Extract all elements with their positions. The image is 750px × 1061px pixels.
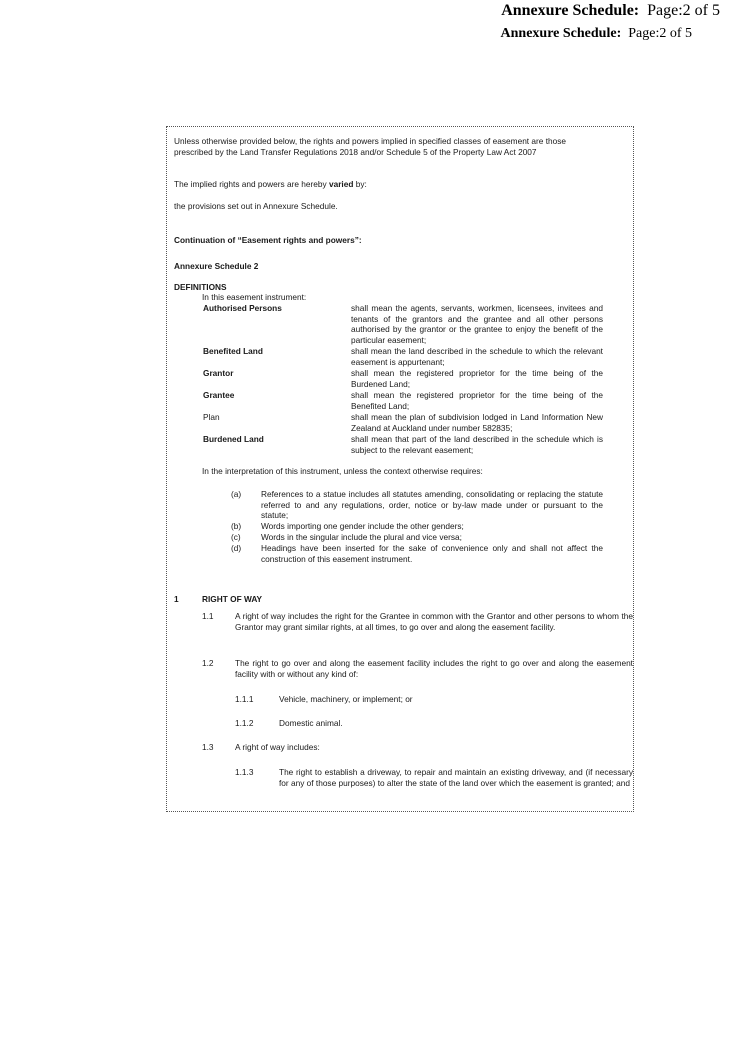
- clause-number: 1.2: [202, 658, 214, 668]
- definition-term: Authorised Persons: [203, 303, 282, 313]
- clause-text: Words importing one gender include the other genders;: [261, 521, 464, 531]
- subclause-text: Vehicle, machinery, or implement; or: [279, 694, 413, 704]
- definition-meaning: shall mean the plan of subdivision lodged in Land Information New Zealand at Auckland under number 582835;: [351, 412, 603, 433]
- page-indicator: Page:2 of 5: [628, 26, 692, 41]
- clause-label: (d): [231, 543, 242, 553]
- subclause-number: 1.1.3: [235, 767, 254, 777]
- clause-text: A right of way includes the right for the Grantee in common with the Grantor and other persons to whom the Grantor may grant similar rights, at all times, to go over and along the easement facility.: [235, 611, 633, 632]
- clause-number: 1.1: [202, 611, 214, 621]
- clause-label: (a): [231, 489, 242, 499]
- definitions-intro: In this easement instrument:: [202, 292, 307, 302]
- annexure-heading: Annexure Schedule 2: [174, 261, 259, 271]
- definition-meaning: shall mean the registered proprietor for the time being of the Burdened Land;: [351, 368, 603, 389]
- provisions-text: the provisions set out in Annexure Schedule.: [174, 201, 338, 211]
- intro-line-1: Unless otherwise provided below, the rights and powers implied in specified classes of easement are those: [174, 136, 567, 146]
- document-frame: [166, 126, 634, 812]
- annexure-label: Annexure Schedule:: [501, 2, 640, 19]
- clause-label: (b): [231, 521, 242, 531]
- section-number: 1: [174, 594, 179, 604]
- clause-number: 1.3: [202, 742, 214, 752]
- definition-term: Burdened Land: [203, 434, 264, 444]
- definition-meaning: shall mean the registered proprietor for the time being of the Benefited Land;: [351, 390, 603, 411]
- section-heading: RIGHT OF WAY: [202, 594, 263, 604]
- varied-text: The implied rights and powers are hereby: [174, 179, 327, 189]
- varied-suffix: by:: [355, 179, 367, 189]
- page-header-primary: [501, 2, 720, 20]
- definition-meaning: shall mean the land described in the schedule to which the relevant easement is appurtenant;: [351, 346, 603, 367]
- definition-meaning: shall mean that part of the land described in the schedule which is subject to the relevant easement;: [351, 434, 603, 455]
- clause-text: References to a statue includes all statutes amending, consolidating or replacing the statute referred to and any regulations, order, notice or by-law made under or pursuant to the statute;: [261, 489, 603, 521]
- clause-label: (c): [231, 532, 241, 542]
- definitions-heading: DEFINITIONS: [174, 282, 227, 292]
- subclause-number: 1.1.2: [235, 718, 254, 728]
- definition-term: Grantor: [203, 368, 234, 378]
- subclause-text: The right to establish a driveway, to repair and maintain an existing driveway, and (if necessary for any of those purposes) to alter the state of the land over which the easement is granted; and: [279, 767, 633, 788]
- intro-line-2: prescribed by the Land Transfer Regulations 2018 and/or Schedule 5 of the Property Law Act 2007: [174, 147, 537, 157]
- varied-statement: [174, 179, 367, 190]
- page-indicator: Page:2 of 5: [647, 2, 720, 19]
- subclause-text: Domestic animal.: [279, 718, 343, 728]
- definition-meaning: shall mean the agents, servants, workmen, licensees, invitees and tenants of the grantors and the grantee and all other persons authorised by the grantor or the grantee to enjoy the benefit of the particular easement;: [351, 303, 603, 345]
- clause-text: Headings have been inserted for the sake of convenience only and shall not affect the construction of this easement instrument.: [261, 543, 603, 564]
- clause-text: Words in the singular include the plural and vice versa;: [261, 532, 462, 542]
- definition-term: Plan: [203, 412, 220, 422]
- page-header-secondary: [501, 26, 692, 42]
- definition-term: Benefited Land: [203, 346, 263, 356]
- subclause-number: 1.1.1: [235, 694, 254, 704]
- definition-term: Grantee: [203, 390, 235, 400]
- continuation-heading: Continuation of “Easement rights and powers”:: [174, 235, 362, 245]
- interpretation-text: In the interpretation of this instrument, unless the context otherwise requires:: [202, 466, 483, 476]
- clause-text: The right to go over and along the easement facility includes the right to go over and along the easement facility with or without any kind of:: [235, 658, 633, 679]
- annexure-label: Annexure Schedule:: [500, 26, 622, 41]
- varied-word: varied: [328, 179, 354, 189]
- clause-text: A right of way includes:: [235, 742, 320, 752]
